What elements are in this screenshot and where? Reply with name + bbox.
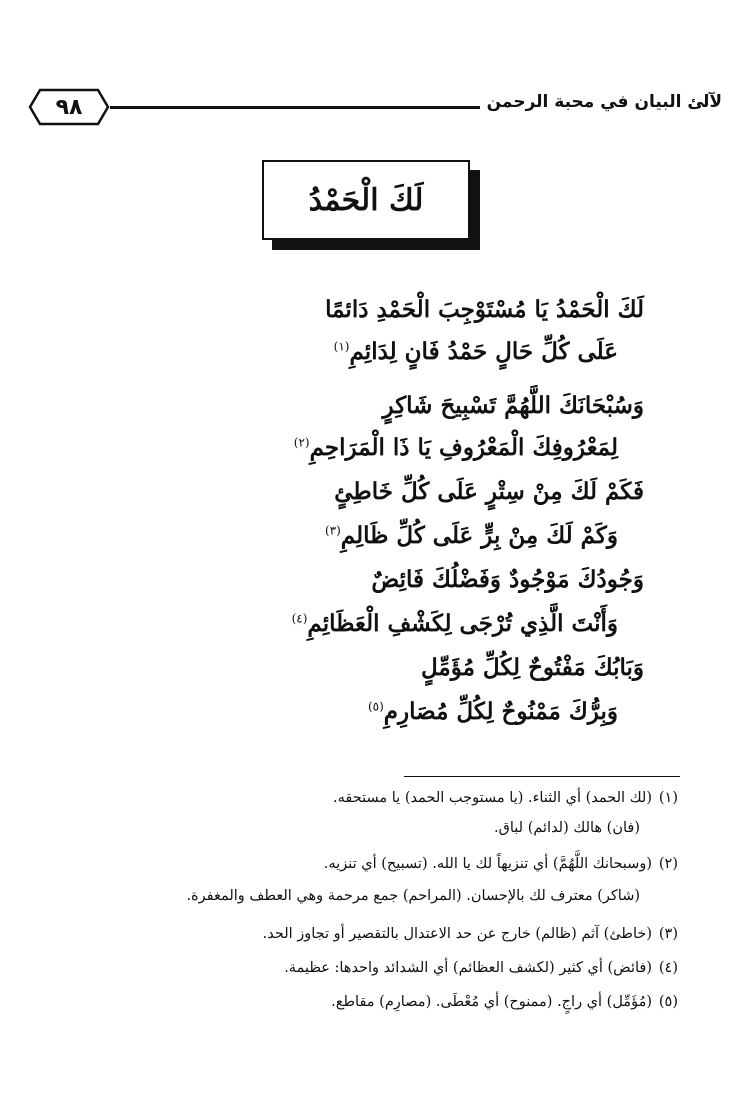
verse-line: وَجُودُكَ مَوْجُودٌ وَفَضْلُكَ فَائِضٌ: [371, 566, 644, 593]
poem-title: لَكَ الْحَمْدُ: [308, 182, 424, 218]
footnote: (شاكر) معترف لك بالإحسان. (المراحم) جمع مرحمة وهي العطف والمغفرة.: [186, 888, 640, 904]
verse-line: وَبِرُّكَ مَمْنُوحٌ لِكُلِّ مُصَارِمِ$^{(٥)}$: [367, 698, 618, 725]
footnote: (فان) هالك (لدائم) لباق.: [494, 820, 640, 836]
verse-line: وَأَنْتَ الَّذِي تُرْجَى لِكَشْفِ الْعَظَائِمِ$^{(٤)}$: [291, 610, 618, 637]
verse-line: وَكَمْ لَكَ مِنْ بِرٍّ عَلَى كُلِّ ظَالِمِ$^{(٣)}$: [324, 522, 618, 549]
footnote: (٣)(خاطئ) آثم (ظالم) خارج عن حد الاعتدال بالتقصير أو تجاوز الحد.: [262, 926, 678, 942]
verse-line: فَكَمْ لَكَ مِنْ سِتْرٍ عَلَى كُلِّ خَاطِئٍ: [334, 478, 644, 505]
verse-line: وَبَابُكَ مَفْتُوحٌ لِكُلِّ مُؤَمِّلٍ: [420, 654, 644, 681]
poem-title-box: [262, 160, 470, 240]
verse-line: وَسُبْحَانَكَ اللَّهُمَّ تَسْبِيحَ شَاكِرٍ: [382, 392, 644, 419]
verse-line: لَكَ الْحَمْدُ يَا مُسْتَوْجِبَ الْحَمْدِ دَائمًا: [325, 296, 644, 323]
running-title: لآلئ البيان في محبة الرحمن: [486, 92, 722, 112]
footnote: (٢)(وسبحانك اللَّهُمَّ) أي تنزيهاً لك يا الله. (تسبيح) أي تنزيه.: [323, 856, 678, 872]
page-number: ٩٨: [55, 94, 83, 120]
page-header: [28, 88, 722, 132]
footnote: (٥)(مُؤَمِّل) أي راجٍ. (ممنوح) أي مُعْطَى. (مصارِم) مقاطع.: [331, 994, 678, 1010]
footnote-separator: [404, 776, 680, 777]
verse-line: لِمَعْرُوفِكَ الْمَعْرُوفِ يَا ذَا الْمَرَاحِمِ$^{(٢)}$: [293, 434, 618, 461]
verse-line: عَلَى كُلِّ حَالٍ حَمْدُ فَانٍ لِدَائِمِ$^{(١)}$: [333, 338, 618, 365]
page-number-badge: [28, 88, 110, 126]
footnote: (٤)(فائض) أي كثير (لكشف العظائم) أي الشدائد واحدها: عظيمة.: [284, 960, 678, 976]
header-rule: [110, 106, 480, 109]
footnote: (١)(لك الحمد) أي الثناء. (يا مستوجب الحمد) يا مستحقه.: [333, 790, 678, 806]
